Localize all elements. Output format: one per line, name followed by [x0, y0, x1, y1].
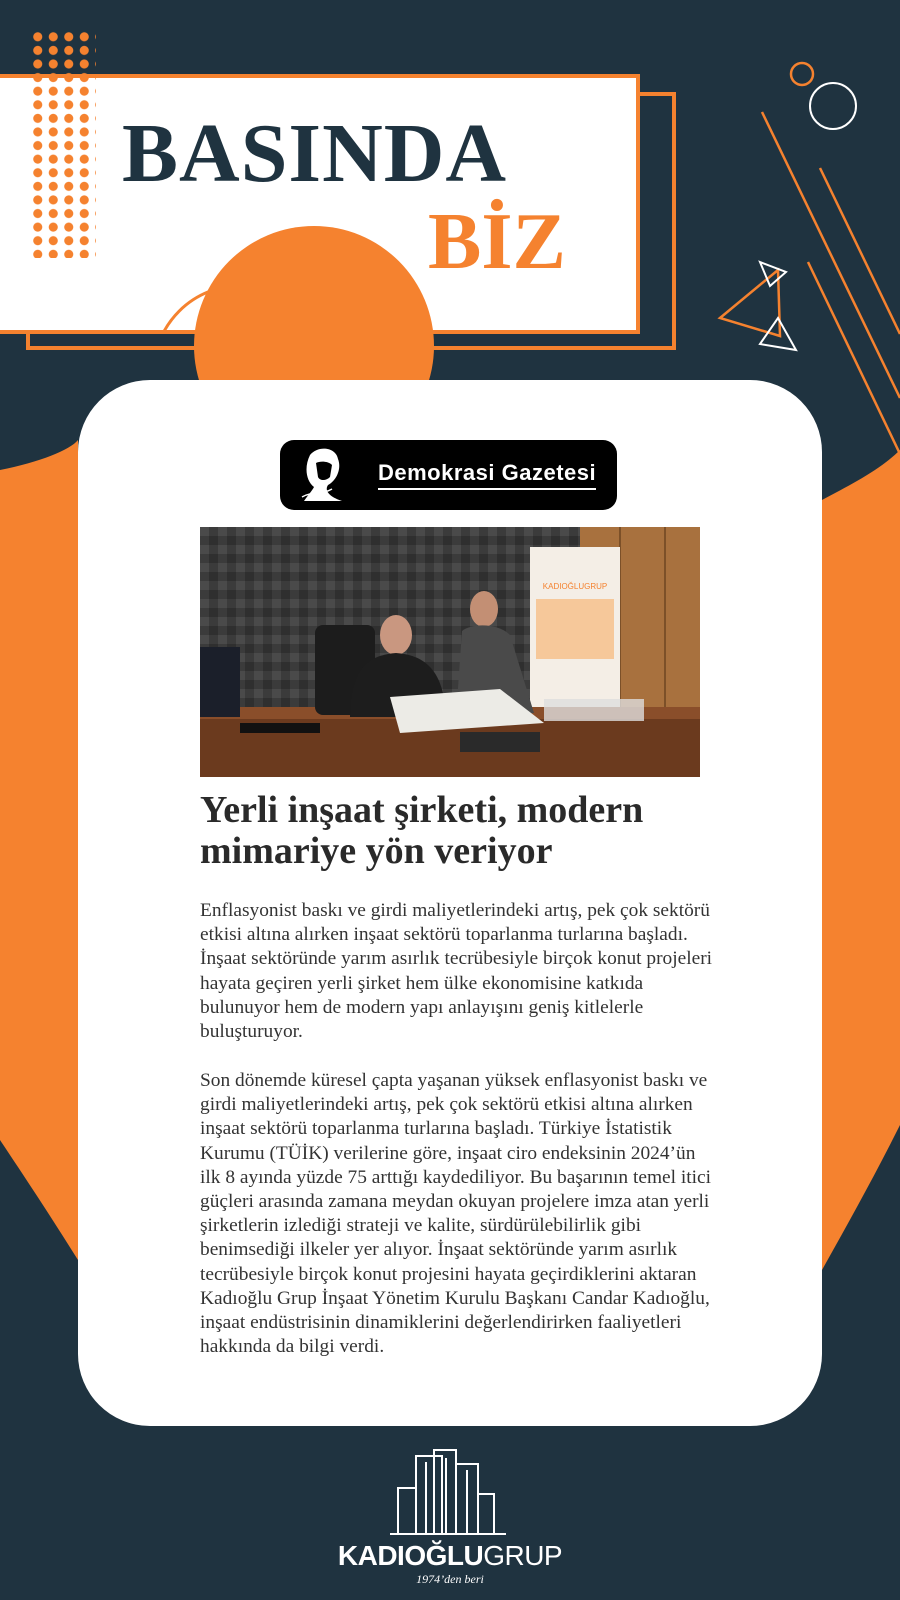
buildings-icon — [330, 1448, 570, 1538]
since-text: 1974’den beri — [416, 1572, 484, 1586]
title-biz: BİZ — [428, 198, 566, 286]
newspaper-name: Demokrasi Gazetesi — [378, 460, 596, 490]
left-orange-wave — [0, 440, 78, 1260]
article-headline: Yerli inşaat şirketi, modern mimariye yön veriyor — [200, 789, 644, 872]
title-basinda: BASINDA — [122, 107, 508, 200]
dot-pattern — [30, 30, 96, 258]
company-name — [330, 1540, 570, 1572]
article-paragraph: Son dönemde küresel çapta yaşanan yüksek enflasyonist baskı ve girdi maliyetlerindeki artış, pek çok sektörü etkisi altına alırken inşaat sektörü toparlanma turlarına başladı. Türkiye İstatistik Kurumu (TÜİK) verilerine göre, inşaat ciro endeksinin 2024’ün ilk 8 ayında yüzde 75 arttığı kaydediliyor. Bu başarının temel itici güçleri arasında zamana meydan okuyan projelere imza atan yerli şirketlerin izlediği strateji ve kalite, sürdürülebilirlik gibi benimsediği ilkeler yer alıyor. İnşaat sektöründe yarım asırlık tecrübesiyle birçok konut projesini hayata geçirdiklerini aktaran Kadıoğlu Grup İnşaat Yönetim Kurulu Başkanı Candar Kadıoğlu, inşaat endüstrisinin dinamiklerini değerlendirirken faaliyetleri hakkında da bilgi verdi. — [200, 1070, 712, 1358]
brand-light: GRUP — [483, 1540, 563, 1571]
company-logo — [330, 1448, 570, 1588]
right-orange-wave — [822, 450, 900, 1270]
portrait-icon — [298, 447, 348, 503]
banner-text: KADIOĞLUGRUP — [542, 582, 608, 591]
article-photo — [200, 527, 700, 777]
article-paragraph: Enflasyonist baskı ve girdi maliyetlerindeki artış, pek çok sektörü etkisi altına alırken inşaat sektörü toparlanma turlarına başladı. İnşaat sektöründe yarım asırlık tecrübesiyle birçok konut projeleri hayata geçiren yerli şirket hem ülke ekonomisine katkıda bulunuyor hem de modern yapı anlayışını geniş kitlelerle buluşturuyor. — [200, 900, 713, 1043]
newspaper-logo — [280, 440, 617, 510]
brand-bold: KADIOĞLU — [337, 1540, 484, 1571]
